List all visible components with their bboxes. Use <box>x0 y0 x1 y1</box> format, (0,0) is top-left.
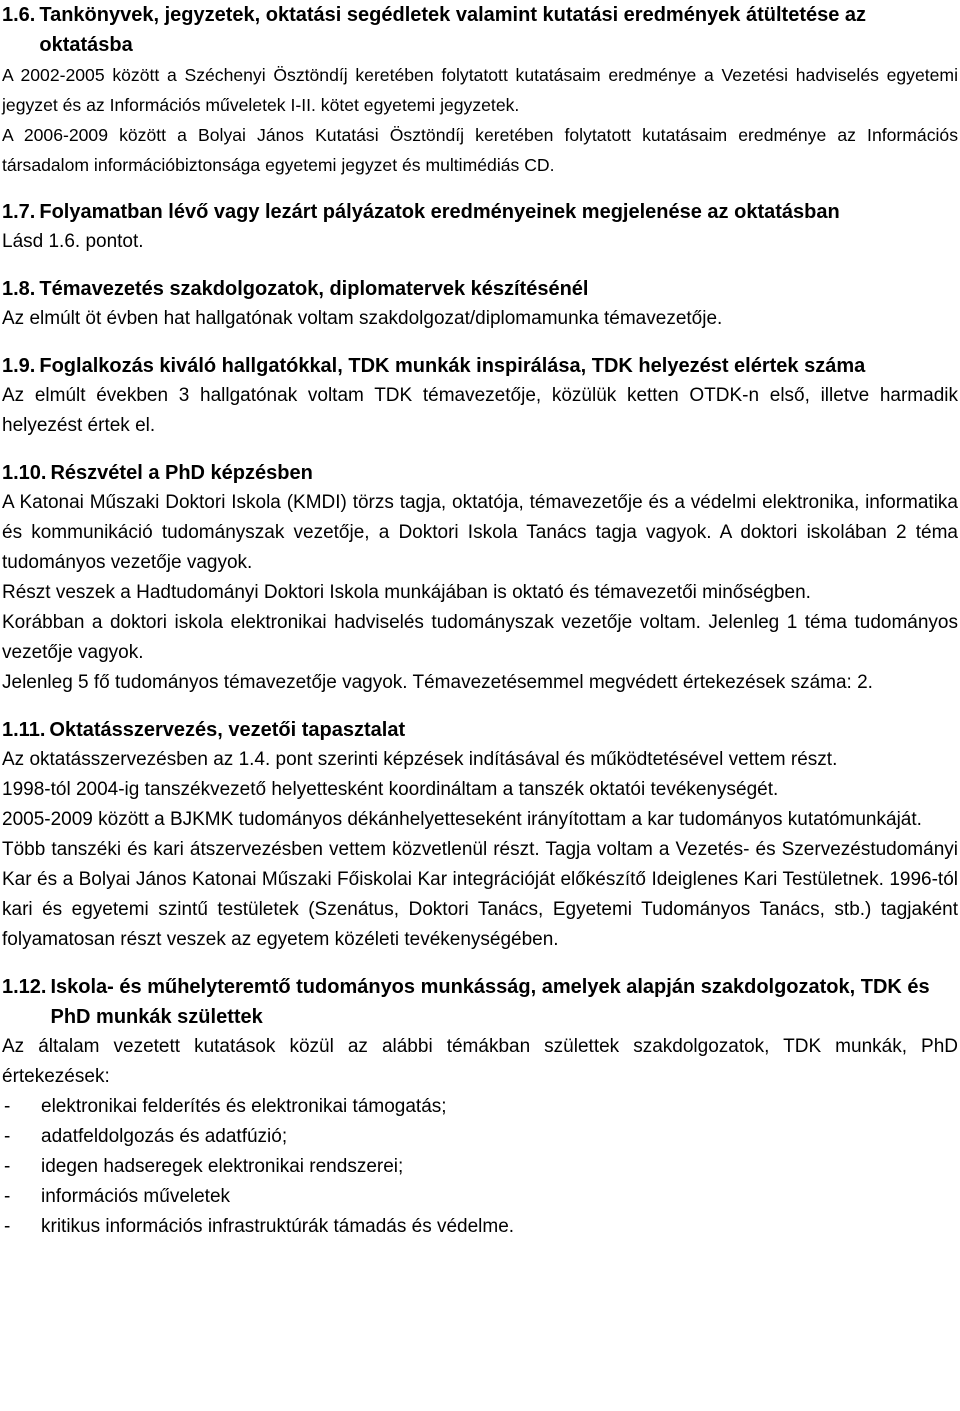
paragraph: Korábban a doktori iskola elektronikai hadviselés tudományszak vezetője voltam. Jelenleg 1 téma tudományos vezetője vagyok. <box>2 612 958 663</box>
section-1-9 <box>2 351 958 441</box>
section-1-8 <box>2 274 958 334</box>
section-title: Oktatásszervezés, vezetői tapasztalat <box>49 719 406 741</box>
list-item-text: kritikus információs infrastruktúrák támadás és védelme. <box>41 1216 515 1237</box>
paragraph: Több tanszéki és kari átszervezésben vettem közvetlenül részt. Tagja voltam a Vezetés- és Szervezéstudományi Kar és a Bolyai János Katonai Műszaki Főiskolai Kar integrációját előkészítő Ideiglenes Kari Testületnek. 1996-tól kari és egyetemi szintű testületek (Szenátus, Doktori Tanács, Egyetemi Tudományos Tanács, stb.) tagjaként folyamatosan részt veszek az egyetem közéleti tevékenységében. <box>2 839 958 950</box>
paragraph: 1998-tól 2004-ig tanszékvezető helyettesként koordináltam a tanszék oktatói tevékenységét. <box>2 779 779 800</box>
section-number: 1.12. <box>2 976 47 998</box>
list-bullet: - <box>4 1186 11 1207</box>
section-number: 1.7. <box>2 201 36 223</box>
section-title: Témavezetés szakdolgozatok, diplomatervek készítésénél <box>39 278 589 300</box>
section-title: Folyamatban lévő vagy lezárt pályázatok eredményeinek megjelenése az oktatásban <box>39 201 840 223</box>
paragraph: Lásd 1.6. pontot. <box>2 231 144 252</box>
topic-list <box>2 1092 958 1242</box>
section-1-12 <box>2 972 958 1242</box>
section-number: 1.10. <box>2 462 47 484</box>
section-heading <box>2 274 958 304</box>
paragraph: Az oktatásszervezésben az 1.4. pont szerinti képzések indításával és működtetésével vettem részt. <box>2 749 838 770</box>
section-1-7 <box>2 197 958 257</box>
list-item-text: idegen hadseregek elektronikai rendszerei; <box>41 1156 404 1177</box>
section-number: 1.9. <box>2 355 36 377</box>
section-heading <box>2 972 958 1032</box>
section-1-6 <box>2 0 958 180</box>
paragraph: 2005-2009 között a BJKMK tudományos dékánhelyetteseként irányítottam a kar tudományos kutatómunkáját. <box>2 809 922 830</box>
section-title: Részvétel a PhD képzésben <box>50 462 313 484</box>
paragraph: Az elmúlt években 3 hallgatónak voltam TDK témavezetője, közülük ketten OTDK-n első, illetve harmadik helyezést értek el. <box>2 385 958 436</box>
list-bullet: - <box>4 1216 11 1237</box>
list-bullet: - <box>4 1126 11 1147</box>
section-title: Iskola- és műhelyteremtő tudományos munkásság, amelyek alapján szakdolgozatok, TDK és PhD munkák születtek <box>50 976 930 1028</box>
list-item <box>2 1182 958 1212</box>
section-title: Tankönyvek, jegyzetek, oktatási segédletek valamint kutatási eredmények átültetése az oktatásba <box>39 4 867 56</box>
list-item-text: adatfeldolgozás és adatfúzió; <box>41 1126 288 1147</box>
section-heading <box>2 458 958 488</box>
list-item-text: elektronikai felderítés és elektronikai támogatás; <box>41 1096 447 1117</box>
paragraph: A 2006-2009 között a Bolyai János Kutatási Ösztöndíj keretében folytatott kutatásaim eredménye az Információs társadalom információbiztonsága egyetemi jegyzet és multimédiás CD. <box>2 125 958 175</box>
paragraph: Az elmúlt öt évben hat hallgatónak voltam szakdolgozat/diplomamunka témavezetője. <box>2 308 723 329</box>
section-1-11 <box>2 715 958 955</box>
list-bullet: - <box>4 1096 11 1117</box>
section-heading <box>2 197 958 227</box>
list-item <box>2 1152 958 1182</box>
section-number: 1.6. <box>2 4 36 26</box>
paragraph: Az általam vezetett kutatások közül az alábbi témákban születtek szakdolgozatok, TDK munkák, PhD értekezések: <box>2 1036 958 1087</box>
section-number: 1.8. <box>2 278 36 300</box>
section-1-10 <box>2 458 958 698</box>
list-item <box>2 1092 958 1122</box>
list-item <box>2 1212 958 1242</box>
paragraph: A Katonai Műszaki Doktori Iskola (KMDI) törzs tagja, oktatója, témavezetője és a védelmi elektronika, informatika és kommunikáció tudományszak vezetője, a Doktori Iskola Tanács tagja vagyok. A doktori iskolában 2 téma tudományos vezetője vagyok. <box>2 492 958 573</box>
list-item <box>2 1122 958 1152</box>
paragraph: A 2002-2005 között a Széchenyi Ösztöndíj keretében folytatott kutatásaim eredménye a Vezetési hadviselés egyetemi jegyzet és az Információs műveletek I-II. kötet egyetemi jegyzetek. <box>2 65 958 115</box>
section-heading <box>2 351 958 381</box>
section-title: Foglalkozás kiváló hallgatókkal, TDK munkák inspirálása, TDK helyezést elértek száma <box>39 355 866 377</box>
paragraph: Részt veszek a Hadtudományi Doktori Iskola munkájában is oktató és témavezetői minőségben. <box>2 582 811 603</box>
section-number: 1.11. <box>2 719 46 741</box>
paragraph: Jelenleg 5 fő tudományos témavezetője vagyok. Témavezetésemmel megvédett értekezések száma: 2. <box>2 672 873 693</box>
section-heading <box>2 715 958 745</box>
list-bullet: - <box>4 1156 11 1177</box>
section-heading <box>2 0 958 60</box>
list-item-text: információs műveletek <box>41 1186 231 1207</box>
